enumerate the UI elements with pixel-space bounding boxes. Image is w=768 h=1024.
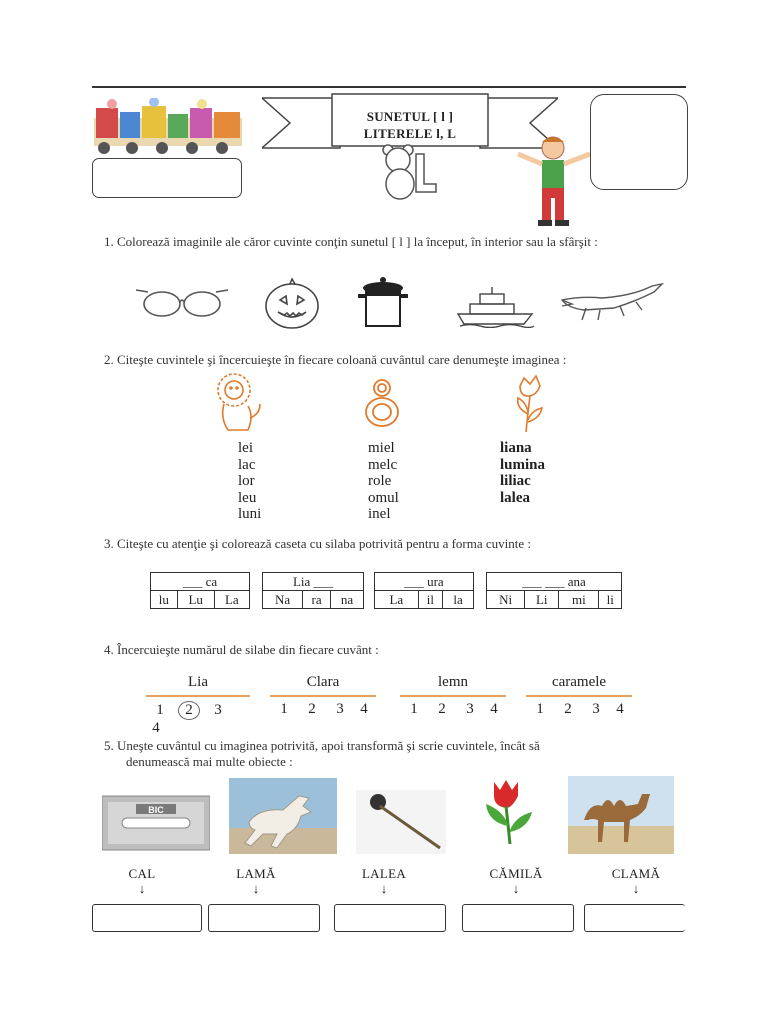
syllable-option[interactable]: Ni xyxy=(487,591,525,609)
arrow-down-icon: ↓ xyxy=(632,881,640,896)
count-word-label: Lia xyxy=(188,674,208,690)
crocodile-icon xyxy=(560,282,664,324)
word-item[interactable]: lac xyxy=(238,456,256,473)
name-box-right[interactable] xyxy=(590,94,688,190)
count-number[interactable]: 4 xyxy=(152,720,160,736)
syllable-count-word-2 xyxy=(270,674,376,718)
count-number[interactable]: 3 xyxy=(214,702,222,718)
underline xyxy=(400,695,506,697)
count-word-label: lemn xyxy=(438,674,468,690)
count-number[interactable]: 3 xyxy=(336,701,344,717)
horse-image xyxy=(229,778,337,854)
hairpin-image xyxy=(356,790,446,854)
syllable-group-2 xyxy=(262,572,364,609)
arrow-down-icon: ↓ xyxy=(138,881,146,896)
tulip-image xyxy=(482,776,538,846)
answer-box[interactable] xyxy=(208,904,320,932)
count-word-label: Clara xyxy=(306,674,340,690)
underline xyxy=(270,695,376,697)
syllable-count-word-3 xyxy=(400,674,506,718)
syllable-header: Lia ___ xyxy=(263,573,364,591)
word-item[interactable]: lumina xyxy=(500,456,546,473)
count-number[interactable]: 1 xyxy=(536,701,544,717)
syllable-option[interactable]: ra xyxy=(303,591,331,609)
word-item[interactable]: liana xyxy=(500,440,532,456)
word-item[interactable]: leu xyxy=(238,489,257,506)
count-number-circled[interactable]: 2 xyxy=(178,701,200,720)
syllable-header: ___ ___ ana xyxy=(487,573,622,591)
word-item[interactable]: luni xyxy=(238,506,262,522)
syllable-header: ___ ca xyxy=(151,573,250,591)
word-item[interactable]: liliac xyxy=(500,473,531,489)
syllable-option[interactable]: La xyxy=(375,591,419,609)
count-number[interactable]: 2 xyxy=(564,701,572,717)
page-title xyxy=(332,108,488,142)
top-rule xyxy=(92,86,686,88)
word-label-lama: LAMĂ xyxy=(236,866,276,881)
razor-brand-label: BIC xyxy=(148,805,164,815)
count-number[interactable]: 4 xyxy=(360,701,368,717)
answer-box[interactable] xyxy=(584,904,685,932)
word-item[interactable]: inel xyxy=(368,506,391,522)
name-box-left[interactable] xyxy=(92,158,242,198)
task-5-line-2: denumească mai multe obiecte : xyxy=(126,754,293,769)
count-numbers xyxy=(526,701,632,718)
word-item[interactable]: lor xyxy=(238,473,255,489)
syllable-count-word-1 xyxy=(146,674,250,737)
task-5-instruction xyxy=(104,738,684,770)
syllable-header: ___ ura xyxy=(375,573,474,591)
answer-box[interactable] xyxy=(462,904,574,932)
ship-icon xyxy=(456,286,536,328)
syllable-option[interactable]: na xyxy=(330,591,363,609)
toy-train-image xyxy=(92,98,244,158)
syllable-option[interactable]: Na xyxy=(263,591,303,609)
underline xyxy=(146,695,250,697)
count-number[interactable]: 1 xyxy=(156,702,164,718)
arrow-down-icon: ↓ xyxy=(380,881,388,896)
syllable-option[interactable]: La xyxy=(214,591,249,609)
count-number[interactable]: 1 xyxy=(280,701,288,717)
syllable-option[interactable]: lu xyxy=(151,591,178,609)
word-label-cal: CAL xyxy=(128,866,156,881)
count-number[interactable]: 1 xyxy=(410,701,418,717)
syllable-count-word-4 xyxy=(526,674,632,718)
word-item[interactable]: role xyxy=(368,473,392,489)
bear-icon xyxy=(378,142,440,202)
task-4-instruction: 4. Încercuieşte numărul de silabe din fiecare cuvânt : xyxy=(104,642,379,657)
syllable-group-3 xyxy=(374,572,474,609)
syllable-option[interactable]: Li xyxy=(525,591,559,609)
word-column-2 xyxy=(368,440,468,523)
count-numbers xyxy=(270,701,376,718)
count-word-label: caramele xyxy=(551,674,607,690)
count-number[interactable]: 3 xyxy=(592,701,600,717)
word-item[interactable]: melc xyxy=(368,456,398,473)
task-1-instruction: 1. Colorează imaginile ale căror cuvinte conţin sunetul [ l ] la început, în interior sau la sfârşit : xyxy=(104,234,598,249)
syllable-option[interactable]: mi xyxy=(559,591,599,609)
count-number[interactable]: 2 xyxy=(308,701,316,717)
syllable-option[interactable]: la xyxy=(443,591,474,609)
task-5-line-1: 5. Uneşte cuvântul cu imaginea potrivită, apoi transformă şi scrie cuvintele, încât să xyxy=(104,738,540,753)
arrow-down-icon: ↓ xyxy=(512,881,520,896)
count-number[interactable]: 3 xyxy=(466,701,474,717)
syllable-group-4 xyxy=(486,572,622,609)
count-numbers xyxy=(146,701,250,737)
word-column-3 xyxy=(500,440,600,506)
title-line-2: LITERELE l, L xyxy=(363,126,457,141)
task-2-instruction: 2. Citeşte cuvintele şi încercuieşte în fiecare coloană cuvântul care denumeşte imaginea : xyxy=(104,352,567,367)
count-numbers xyxy=(400,701,506,718)
syllable-group-1 xyxy=(150,572,250,609)
ring-icon xyxy=(362,376,402,430)
answer-box[interactable] xyxy=(92,904,202,932)
pot-icon xyxy=(356,272,410,332)
lion-icon xyxy=(212,370,264,434)
count-number[interactable]: 4 xyxy=(616,701,624,717)
count-number[interactable]: 2 xyxy=(438,701,446,717)
word-item[interactable]: lei xyxy=(238,440,253,456)
syllable-option[interactable]: il xyxy=(418,591,442,609)
word-label-clama: CLAMĂ xyxy=(611,866,661,881)
task-3-instruction: 3. Citeşte cu atenţie şi colorează caseta cu silaba potrivită pentru a forma cuvinte : xyxy=(104,536,532,551)
glasses-icon xyxy=(130,284,234,324)
answer-box[interactable] xyxy=(334,904,446,932)
tulip-outline-icon xyxy=(512,372,552,434)
boy-icon xyxy=(512,132,594,228)
underline xyxy=(526,695,632,697)
word-label-camila: CĂMILĂ xyxy=(489,866,543,881)
camel-image xyxy=(568,776,674,854)
syllable-option[interactable]: li xyxy=(599,591,622,609)
word-item[interactable]: miel xyxy=(368,440,395,456)
word-label-lalea: LALEA xyxy=(361,866,407,881)
count-number[interactable]: 4 xyxy=(490,701,498,717)
arrow-down-icon: ↓ xyxy=(252,881,260,896)
syllable-option[interactable]: Lu xyxy=(177,591,214,609)
word-column-1 xyxy=(238,440,338,523)
title-line-1: SUNETUL [ l ] xyxy=(366,109,454,124)
pumpkin-icon xyxy=(262,278,322,330)
word-item[interactable]: omul xyxy=(368,489,399,506)
razor-blade-image xyxy=(102,792,210,854)
word-item[interactable]: lalea xyxy=(500,489,530,506)
